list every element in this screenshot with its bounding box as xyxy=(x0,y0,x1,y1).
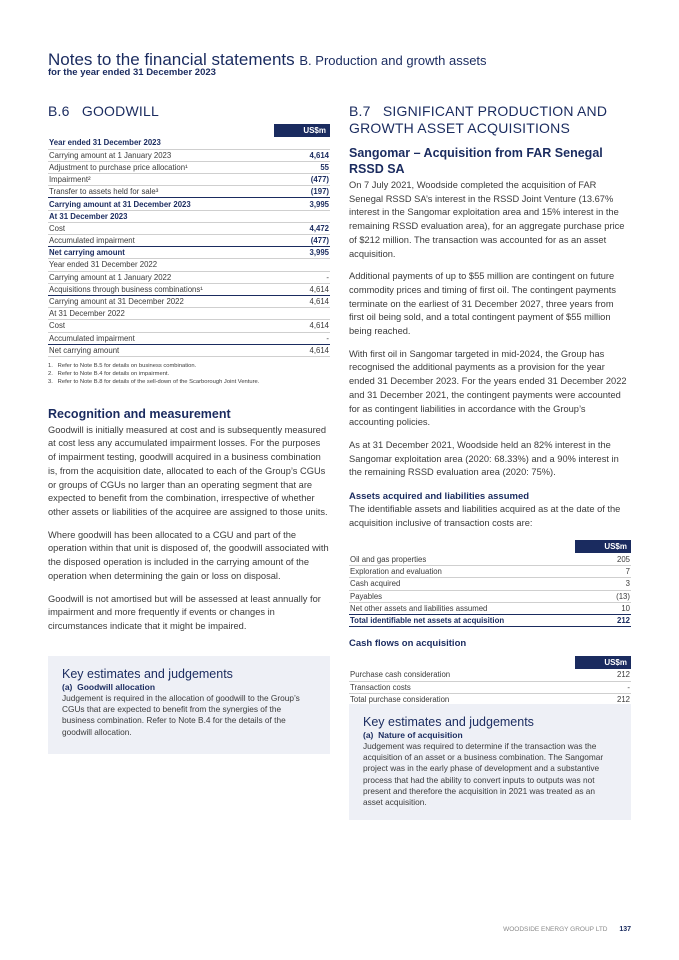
assets-row xyxy=(349,553,631,565)
assets-heading: Assets acquired and liabilities assumed xyxy=(349,491,530,503)
acquisitions-heading xyxy=(349,103,631,137)
goodwill-heading: B.6 GOODWILL xyxy=(48,103,159,119)
key-estimates-box-right xyxy=(349,704,631,820)
cashflow-table-header xyxy=(349,656,631,669)
row-label: Adjustment to purchase price allocation¹ xyxy=(48,161,274,173)
key-estimates-text: Judgement was required to determine if the transaction was the acquisition of an asset or a business combination. The Sangomar project was in the early phase of development and a substantive process that had the ability to convert inputs to outputs was not present and therefore the acquisition in 2021 was treated as an asset acquisition. xyxy=(363,741,604,808)
assets-row xyxy=(349,590,631,602)
acquisitions-heading-line2: GROWTH ASSET ACQUISITIONS xyxy=(349,120,570,136)
row-value: 3 xyxy=(575,578,631,590)
row-label: Transaction costs xyxy=(349,681,575,693)
goodwill-row xyxy=(48,259,330,271)
page-footer xyxy=(503,926,631,933)
goodwill-row xyxy=(48,137,330,149)
paragraph: With first oil in Sangomar targeted in mid-2024, the Group has recognised the additional payments as a provision for the year ended 31 December 2023. For the years ended 31 December 2022 and 31 December 2021, the contingent payments were accounted for as contingent liabilities in accordance with the Group’s accounting policies. xyxy=(349,348,627,428)
assets-intro: The identifiable assets and liabilities acquired as at the date of the acquisition inclusive of transaction costs are: xyxy=(349,504,621,528)
row-value: 55 xyxy=(274,161,330,173)
row-value: - xyxy=(274,271,330,283)
row-value: 4,614 xyxy=(274,283,330,295)
row-value xyxy=(274,210,330,222)
goodwill-row xyxy=(48,247,330,259)
row-label: At 31 December 2023 xyxy=(48,210,274,222)
row-value: 4,614 xyxy=(274,344,330,356)
cashflow-row xyxy=(349,669,631,681)
row-label: Net other assets and liabilities assumed xyxy=(349,602,575,614)
goodwill-row xyxy=(48,332,330,344)
row-label: Impairment² xyxy=(48,174,274,186)
row-label: Carrying amount at 31 December 2023 xyxy=(48,198,274,210)
row-label: Cost xyxy=(48,320,274,332)
row-label: Acquisitions through business combinations¹ xyxy=(48,283,274,295)
row-label: Exploration and evaluation xyxy=(349,566,575,578)
goodwill-row xyxy=(48,161,330,173)
goodwill-row xyxy=(48,222,330,234)
row-label: Carrying amount at 1 January 2023 xyxy=(48,149,274,161)
key-estimates-subtitle: (a) Goodwill allocation xyxy=(62,682,156,692)
footnote: 1. Refer to Note B.5 for details on business combination. xyxy=(48,362,197,369)
recognition-text xyxy=(48,424,330,634)
row-label: Cash acquired xyxy=(349,578,575,590)
goodwill-row xyxy=(48,198,330,210)
row-label: Total identifiable net assets at acquisition xyxy=(349,614,575,626)
row-label: Transfer to assets held for sale³ xyxy=(48,186,274,198)
row-value xyxy=(274,308,330,320)
row-value: (477) xyxy=(274,174,330,186)
row-label: Year ended 31 December 2022 xyxy=(48,259,274,271)
row-label: At 31 December 2022 xyxy=(48,308,274,320)
goodwill-row xyxy=(48,186,330,198)
left-column xyxy=(48,103,330,737)
row-label: Oil and gas properties xyxy=(349,553,575,565)
sangomar-heading: Sangomar – Acquisition from FAR Senegal RSSD SA xyxy=(349,146,603,176)
goodwill-row xyxy=(48,271,330,283)
row-label: Purchase cash consideration xyxy=(349,669,575,681)
row-value: 212 xyxy=(575,614,631,626)
row-label: Cost xyxy=(48,222,274,234)
row-value: 7 xyxy=(575,566,631,578)
goodwill-row xyxy=(48,210,330,222)
row-value: (477) xyxy=(274,235,330,247)
page-period: for the year ended 31 December 2023 xyxy=(48,67,216,78)
row-value xyxy=(274,137,330,149)
footnote: 3. Refer to Note B.8 for details of the sell-down of the Scarborough Joint Venture. xyxy=(48,379,260,386)
assets-unit-header: US$m xyxy=(575,540,631,553)
row-label: Year ended 31 December 2023 xyxy=(48,137,274,149)
row-label: Payables xyxy=(349,590,575,602)
goodwill-row xyxy=(48,344,330,356)
key-estimates-subtitle: (a) Nature of acquisition xyxy=(363,730,463,740)
page-number: 137 xyxy=(619,926,631,933)
row-value: 4,472 xyxy=(274,222,330,234)
paragraph: On 7 July 2021, Woodside completed the acquisition of FAR Senegal RSSD SA’s interest in the RSSD Joint Venture (13.67% interest in the Sangomar exploitation area and 15% interest in the remaining RSSD evaluation area), for an aggregate purchase price of $212 million. The transaction was accounted for as an asset acquisition. xyxy=(349,180,625,259)
row-label: Accumulated impairment xyxy=(48,332,274,344)
key-estimates-title: Key estimates and judgements xyxy=(62,667,233,681)
goodwill-table-body xyxy=(48,137,330,356)
assets-row xyxy=(349,614,631,626)
goodwill-row xyxy=(48,235,330,247)
right-column xyxy=(349,103,631,808)
row-value: 212 xyxy=(575,669,631,681)
goodwill-row xyxy=(48,174,330,186)
goodwill-row xyxy=(48,308,330,320)
cashflow-row xyxy=(349,681,631,693)
row-label: Total purchase consideration xyxy=(349,693,575,705)
goodwill-table-header xyxy=(48,124,330,137)
row-value: (197) xyxy=(274,186,330,198)
cashflow-unit-header: US$m xyxy=(575,656,631,669)
goodwill-row xyxy=(48,295,330,307)
paragraph: Where goodwill has been allocated to a CGU and part of the operation within that unit is disposed of, the goodwill associated with the disposed operation is included in the carrying amount of the operation when determining the gain or loss on disposal. xyxy=(48,529,329,581)
acquisitions-heading-line1: B.7 SIGNIFICANT PRODUCTION AND xyxy=(349,103,608,119)
row-value: 4,614 xyxy=(274,149,330,161)
assets-row xyxy=(349,602,631,614)
assets-table-body xyxy=(349,553,631,626)
assets-row xyxy=(349,578,631,590)
goodwill-row xyxy=(48,320,330,332)
goodwill-row xyxy=(48,283,330,295)
row-value: 4,614 xyxy=(274,320,330,332)
paragraph: Additional payments of up to $55 million are contingent on future commodity prices and timing of first oil. The contingent payments terminate on the earliest of 31 December 2027, three years from first oil being sold, and a total contingent payment of $55 million being reached. xyxy=(349,271,616,337)
assets-table xyxy=(349,540,631,627)
row-label: Carrying amount at 1 January 2022 xyxy=(48,271,274,283)
paragraph: As at 31 December 2021, Woodside held an 82% interest in the Sangomar exploitation area (2020: 68.33%) and a 90% interest in the remaining RSSD evaluation area (2020: 75%). xyxy=(349,439,619,478)
recognition-heading: Recognition and measurement xyxy=(48,406,231,421)
row-value: - xyxy=(575,681,631,693)
paragraph: Goodwill is not amortised but will be assessed at least annually for impairment and more frequently if events or changes in circumstances indicate that it might be impaired. xyxy=(48,593,321,631)
page-title-main: Notes to the financial statements xyxy=(48,50,295,69)
row-value: - xyxy=(274,332,330,344)
row-label: Accumulated impairment xyxy=(48,235,274,247)
row-value: (13) xyxy=(575,590,631,602)
footer-company: WOODSIDE ENERGY GROUP LTD xyxy=(503,926,608,933)
goodwill-table xyxy=(48,124,330,357)
paragraph: Goodwill is initially measured at cost and is subsequently measured at cost less any accumulated impairment losses. For the purposes of impairment testing, goodwill acquired in a business combination is, from the acquisition date, allocated to each of the Group’s CGUs or groups of CGUs no larger than an operating segment that are expected to benefit from the combination, irrespective of whether other assets or liabilities of the acquiree are assigned to those units. xyxy=(48,424,328,517)
row-value: 212 xyxy=(575,693,631,705)
acquisition-text xyxy=(349,179,631,480)
key-estimates-text: Judgement is required in the allocation of goodwill to the Group’s CGUs that are expected to benefit from the synergies of the business combination. Refer to Note B.4 for the details of the goodwill allocation. xyxy=(62,693,300,737)
assets-row xyxy=(349,566,631,578)
footnote: 2. Refer to Note B.4 for details on impairment. xyxy=(48,371,170,378)
cashflow-heading: Cash flows on acquisition xyxy=(349,638,467,650)
row-value: 4,614 xyxy=(274,295,330,307)
goodwill-row xyxy=(48,149,330,161)
key-estimates-title: Key estimates and judgements xyxy=(363,715,534,729)
page-section: B. Production and growth assets xyxy=(299,53,487,68)
row-label: Net carrying amount xyxy=(48,344,274,356)
row-label: Net carrying amount xyxy=(48,247,274,259)
goodwill-unit-header: US$m xyxy=(274,124,330,137)
row-label: Carrying amount at 31 December 2022 xyxy=(48,295,274,307)
row-value xyxy=(274,259,330,271)
goodwill-footnotes xyxy=(48,362,330,387)
row-value: 3,995 xyxy=(274,198,330,210)
assets-table-header xyxy=(349,540,631,553)
row-value: 3,995 xyxy=(274,247,330,259)
row-value: 205 xyxy=(575,553,631,565)
key-estimates-box-left xyxy=(48,656,330,754)
row-value: 10 xyxy=(575,602,631,614)
